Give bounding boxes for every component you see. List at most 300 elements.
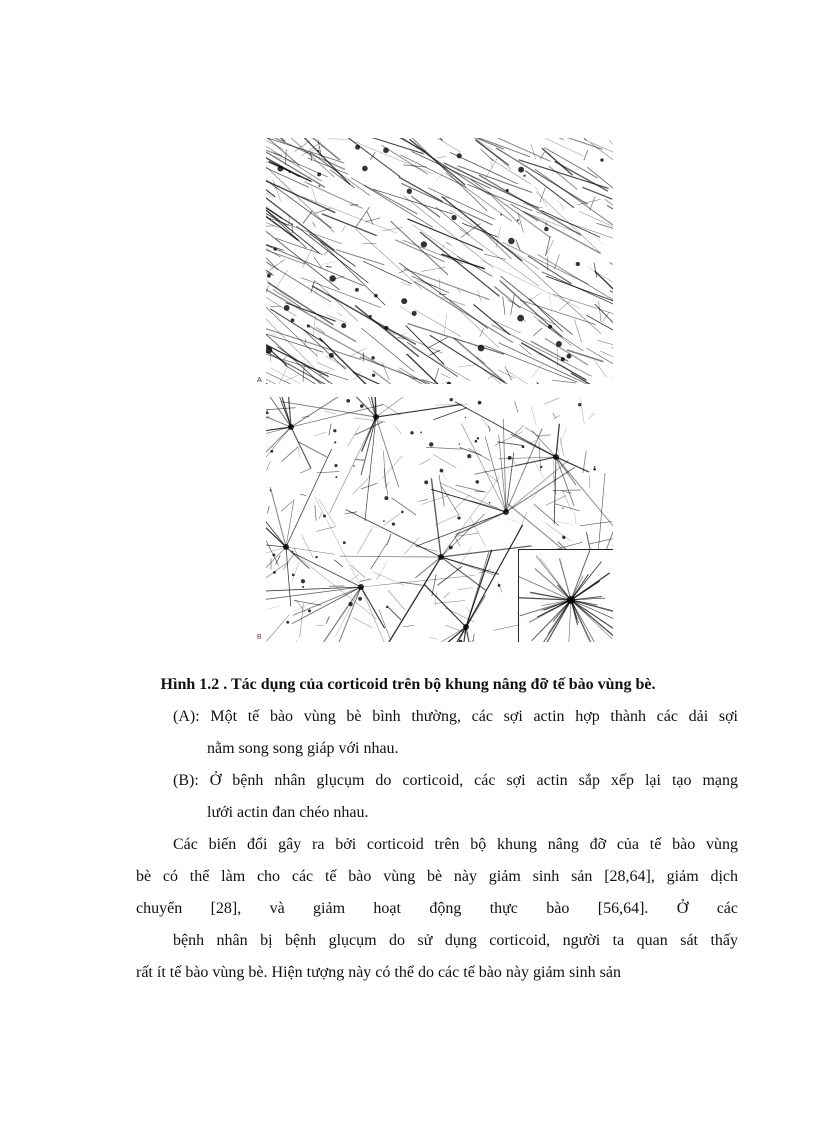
fiber-fragment	[303, 211, 312, 224]
fiber-fragment	[515, 243, 523, 253]
panel-a-label: A	[257, 377, 262, 384]
fiber-fragment	[515, 425, 524, 433]
fiber-fragment	[511, 294, 515, 315]
dark-granule	[424, 480, 428, 484]
dark-granule	[457, 516, 460, 519]
network-fiber	[361, 587, 404, 642]
fiber-fragment	[434, 368, 438, 382]
dark-granule	[317, 150, 319, 152]
actin-fiber	[503, 242, 589, 284]
starburst-fiber	[569, 600, 571, 642]
actin-fiber	[266, 370, 293, 384]
network-fiber	[474, 457, 556, 474]
dark-granule	[540, 466, 542, 468]
actin-fiber	[266, 157, 300, 177]
actin-fiber	[412, 225, 463, 261]
fiber-fragment	[470, 517, 485, 547]
fiber-fragment	[382, 403, 401, 415]
actin-fiber	[407, 219, 483, 251]
fiber-fragment	[575, 512, 576, 524]
dark-granule	[594, 466, 596, 468]
fiber-fragment	[374, 404, 383, 407]
fiber-fragment	[382, 362, 389, 380]
fiber-fragment	[354, 418, 386, 422]
actin-fiber	[492, 320, 520, 333]
network-fiber	[266, 427, 291, 495]
starburst-fiber	[519, 575, 571, 600]
actin-fiber	[582, 187, 612, 199]
actin-fiber	[542, 148, 573, 175]
fiber-fragment	[496, 227, 500, 248]
dark-granule	[478, 401, 482, 405]
fiber-fragment	[555, 521, 572, 524]
actin-fiber	[600, 351, 613, 384]
actin-fiber	[494, 286, 520, 308]
fiber-fragment	[439, 294, 446, 295]
dark-granule	[506, 189, 509, 192]
network-fiber	[455, 402, 556, 457]
network-fiber	[361, 587, 385, 628]
fiber-fragment	[505, 367, 512, 381]
dark-granule	[518, 167, 524, 173]
fiber-fragment	[555, 504, 580, 511]
actin-fiber	[453, 138, 503, 149]
fiber-fragment	[597, 340, 613, 345]
actin-fiber	[595, 304, 613, 374]
fiber-fragment	[328, 139, 348, 140]
fiber-fragment	[534, 504, 559, 525]
fiber-fragment	[426, 447, 462, 449]
dark-granule	[277, 166, 283, 172]
dark-granule	[600, 158, 603, 161]
fiber-fragment	[365, 218, 380, 222]
network-fiber	[376, 397, 467, 417]
dark-granule	[273, 571, 276, 574]
dark-granule	[372, 374, 375, 377]
fiber-fragment	[590, 196, 596, 210]
fiber-fragment	[435, 592, 436, 605]
network-fiber	[466, 552, 489, 627]
dark-granule	[576, 262, 580, 266]
dark-granule	[459, 443, 460, 444]
fiber-fragment	[535, 187, 547, 207]
dark-granule	[467, 454, 471, 458]
dark-granule	[407, 189, 412, 194]
dark-granule	[355, 145, 360, 150]
fiber-fragment	[439, 475, 444, 506]
dark-granule	[308, 609, 311, 612]
starburst-fiber	[540, 558, 571, 600]
network-fiber	[266, 587, 361, 592]
fiber-fragment	[498, 582, 502, 592]
fiber-fragment	[580, 521, 612, 525]
fiber-fragment	[503, 297, 505, 315]
fiber-fragment	[356, 460, 365, 461]
dark-granule	[346, 399, 350, 403]
dark-granule	[561, 357, 565, 361]
network-fiber	[365, 417, 376, 521]
actin-fiber	[436, 207, 470, 235]
fiber-fragment	[403, 625, 414, 626]
actin-fiber	[363, 261, 412, 284]
fiber-fragment	[266, 408, 296, 410]
fiber-fragment	[433, 454, 456, 467]
fiber-fragment	[314, 432, 326, 436]
fiber-fragment	[278, 364, 289, 384]
fiber-fragment	[553, 413, 556, 418]
actin-fiber	[422, 379, 534, 384]
fiber-fragment	[437, 566, 462, 585]
network-fiber	[441, 557, 499, 574]
actin-fiber	[459, 229, 539, 287]
dark-granule	[266, 411, 269, 414]
network-fiber	[379, 557, 441, 642]
fiber-fragment	[370, 152, 375, 159]
fiber-fragment	[557, 200, 564, 208]
network-fiber	[456, 512, 506, 535]
fiber-fragment	[394, 425, 401, 434]
dark-granule	[384, 326, 388, 330]
network-fiber	[291, 397, 343, 427]
dark-granule	[429, 442, 433, 446]
actin-fiber	[534, 138, 564, 140]
dark-granule	[478, 345, 485, 352]
actin-fiber	[296, 226, 368, 283]
network-fiber	[266, 397, 291, 427]
panel-b-label: B	[257, 634, 262, 641]
dark-granule	[566, 354, 571, 359]
fiber-fragment	[494, 624, 521, 630]
dark-granule	[289, 170, 292, 173]
fiber-fragment	[305, 146, 324, 154]
network-fiber	[506, 460, 569, 512]
fiber-fragment	[429, 337, 448, 347]
network-fiber	[466, 627, 485, 642]
starburst-fiber	[571, 600, 595, 642]
legend-b-line-2: lưới actin đan chéo nhau.	[207, 804, 369, 821]
actin-fiber	[316, 138, 400, 177]
fiber-fragment	[546, 236, 551, 256]
fiber-fragment	[444, 314, 447, 336]
fiber-fragment	[276, 270, 287, 288]
body-line-1: Các biến đổi gây ra bởi corticoid trên bộ khung nâng đỡ của tế bào vùng	[173, 836, 738, 853]
fiber-fragment	[465, 606, 470, 613]
fiber-fragment	[399, 270, 407, 273]
dark-granule	[335, 476, 337, 478]
fiber-fragment	[580, 399, 584, 425]
dark-granule	[272, 554, 275, 557]
network-fiber	[511, 434, 556, 457]
fiber-fragment	[516, 512, 527, 538]
fiber-fragment	[281, 447, 298, 462]
fiber-fragment	[446, 242, 451, 245]
fiber-fragment	[363, 352, 364, 361]
micrograph-panel-a	[266, 138, 613, 384]
dark-granule	[319, 185, 321, 187]
fiber-fragment	[356, 207, 370, 227]
network-fiber	[266, 547, 286, 557]
fiber-fragment	[342, 225, 345, 232]
fiber-fragment	[418, 499, 427, 501]
dark-granule	[421, 241, 427, 247]
actin-fiber	[498, 138, 602, 149]
dark-granule	[358, 597, 362, 601]
starburst-fiber	[535, 569, 571, 600]
dark-granule	[274, 247, 277, 250]
network-fiber	[286, 547, 291, 607]
fiber-fragment	[319, 499, 336, 526]
fiber-fragment	[300, 494, 306, 495]
dark-granule	[329, 353, 334, 358]
fiber-fragment	[387, 534, 391, 545]
dark-granule	[323, 514, 326, 517]
actin-fiber	[528, 256, 571, 284]
network-fiber	[346, 510, 441, 557]
dark-granule	[593, 468, 596, 471]
actin-fiber	[595, 271, 613, 326]
dark-granule	[284, 305, 290, 311]
actin-fiber	[609, 262, 613, 278]
fiber-fragment	[283, 357, 286, 362]
fiber-fragment	[497, 442, 523, 446]
actin-fiber	[381, 326, 442, 353]
fiber-fragment	[531, 407, 536, 425]
fiber-fragment	[599, 301, 601, 321]
fiber-fragment	[436, 174, 442, 180]
network-fiber	[281, 402, 376, 417]
micrograph-inset	[518, 549, 613, 642]
fiber-fragment	[284, 553, 295, 569]
dark-granule	[353, 465, 355, 467]
actin-fiber	[301, 278, 381, 308]
fiber-fragment	[454, 536, 459, 546]
fiber-fragment	[357, 528, 372, 554]
fiber-fragment	[302, 416, 310, 417]
network-fiber	[416, 512, 506, 546]
actin-fiber	[322, 214, 377, 236]
fiber-fragment	[360, 579, 372, 581]
fiber-fragment	[266, 606, 279, 612]
fiber-fragment	[379, 609, 390, 639]
fiber-fragment	[560, 438, 563, 457]
actin-fiber	[579, 211, 613, 232]
fiber-fragment	[324, 411, 337, 415]
fiber-fragment	[348, 575, 359, 583]
network-fiber	[376, 405, 461, 417]
dark-granule	[369, 315, 372, 318]
dark-granule	[401, 511, 404, 514]
fiber-fragment	[317, 472, 340, 473]
actin-fiber	[266, 181, 335, 213]
actin-fiber	[519, 160, 609, 189]
fiber-fragment	[317, 362, 334, 370]
fiber-fragment	[378, 561, 388, 579]
fiber-fragment	[546, 240, 554, 256]
fiber-fragment	[300, 603, 304, 637]
fiber-fragment	[481, 149, 494, 161]
dark-granule	[317, 172, 321, 176]
body-line-4: bệnh nhân bị bệnh glụcụm do sử dụng corticoid, người ta quan sát thấy	[173, 932, 738, 949]
fiber-fragment	[266, 615, 289, 642]
fiber-fragment	[552, 380, 576, 383]
dark-granule	[401, 298, 407, 304]
fiber-fragment	[266, 433, 270, 444]
fiber-fragment	[367, 211, 373, 224]
dark-granule	[307, 324, 310, 327]
dark-granule	[450, 398, 453, 401]
fiber-fragment	[291, 640, 297, 642]
dark-granule	[556, 341, 562, 347]
actin-fiber	[407, 354, 466, 384]
dark-granule	[360, 404, 364, 408]
actin-fiber	[411, 347, 470, 381]
dark-granule	[449, 546, 453, 550]
legend-b-line-1: (B): Ở bệnh nhân glụcụm do corticoid, các sợi actin sắp xếp lại tạo mạng	[173, 772, 738, 789]
fiber-fragment	[562, 491, 571, 493]
actin-fiber	[315, 281, 358, 321]
fiber-fragment	[546, 222, 547, 227]
dark-granule	[333, 429, 336, 432]
fiber-fragment	[285, 149, 286, 165]
fiber-fragment	[319, 512, 322, 519]
dark-granule	[544, 227, 548, 231]
fiber-fragment	[292, 561, 300, 582]
actin-fiber	[500, 276, 572, 335]
fiber-fragment	[344, 515, 355, 518]
body-line-2: bè có thể làm cho các tế bào vùng bè này giảm sinh sản [28,64], giảm dịch	[136, 868, 738, 885]
fiber-fragment	[435, 514, 460, 525]
dark-granule	[451, 215, 456, 220]
legend-a-line-2: nằm song song giáp với nhau.	[207, 740, 399, 757]
actin-fiber	[349, 139, 434, 174]
dark-granule	[517, 315, 524, 322]
network-fiber	[466, 525, 523, 627]
fiber-fragment	[455, 485, 484, 492]
dark-granule	[447, 382, 451, 384]
dark-granule	[412, 311, 417, 316]
dark-granule	[498, 584, 501, 587]
actin-fiber	[361, 328, 414, 372]
fiber-fragment	[281, 501, 292, 511]
starburst-fiber	[571, 562, 601, 600]
network-fiber	[424, 584, 466, 627]
fiber-fragment	[329, 424, 331, 435]
fiber-fragment	[266, 541, 278, 566]
network-fiber	[415, 557, 441, 578]
fiber-fragment	[300, 469, 311, 473]
actin-fiber	[588, 267, 613, 294]
dark-granule	[517, 219, 519, 221]
fiber-fragment	[441, 373, 451, 378]
dark-granule	[301, 579, 305, 583]
fiber-fragment	[266, 563, 287, 582]
fiber-fragment	[531, 363, 544, 378]
dark-granule	[374, 294, 378, 298]
fiber-fragment	[433, 408, 467, 420]
body-line-5: rất ít tế bào vùng bè. Hiện tượng này có thể do các tế bào này giảm sinh sản	[136, 964, 621, 981]
fiber-fragment	[284, 375, 299, 382]
dark-granule	[475, 480, 479, 484]
dark-granule	[362, 166, 368, 172]
dark-granule	[500, 214, 502, 216]
network-fiber	[266, 490, 286, 547]
fiber-fragment	[401, 332, 406, 336]
dark-granule	[302, 586, 304, 588]
fiber-fragment	[361, 483, 377, 489]
dark-granule	[383, 520, 385, 522]
fiber-fragment	[326, 266, 332, 267]
starburst-fiber	[548, 600, 571, 634]
body-line-3: chuyển [28], và giảm hoạt động thực bào [56,64]. Ở các	[136, 900, 738, 917]
network-fiber	[506, 467, 575, 512]
fiber-fragment	[301, 535, 313, 558]
fiber-fragment	[267, 506, 269, 513]
dark-granule	[522, 445, 525, 448]
fiber-fragment	[525, 427, 539, 436]
dark-granule	[562, 508, 563, 509]
fiber-fragment	[436, 156, 445, 158]
fiber-fragment	[420, 459, 431, 465]
dark-granule	[334, 441, 336, 443]
fiber-fragment	[470, 501, 498, 509]
fiber-fragment	[314, 209, 330, 214]
network-fiber	[291, 427, 311, 468]
fiber-fragment	[435, 404, 467, 405]
fiber-fragment	[442, 244, 444, 249]
dark-granule	[523, 175, 525, 177]
actin-fiber	[584, 139, 613, 166]
dark-granule	[355, 288, 359, 292]
dark-granule	[457, 153, 462, 158]
fiber-fragment	[326, 616, 329, 623]
network-fiber	[286, 547, 376, 619]
dark-granule	[315, 556, 317, 558]
dark-granule	[489, 502, 491, 504]
dark-granule	[334, 464, 337, 467]
dark-granule	[286, 621, 289, 624]
actin-fiber	[266, 225, 340, 290]
fiber-fragment	[338, 312, 342, 316]
starburst-center	[567, 596, 575, 604]
actin-fiber	[320, 338, 396, 384]
actin-fiber	[391, 138, 489, 195]
actin-fiber	[536, 192, 601, 254]
dark-granule	[475, 440, 478, 443]
fiber-fragment	[553, 490, 581, 491]
fiber-fragment	[594, 360, 606, 377]
actin-fiber	[266, 241, 364, 286]
fiber-fragment	[484, 254, 506, 259]
fiber-fragment	[266, 226, 274, 227]
actin-fiber	[541, 210, 600, 237]
dark-granule	[292, 574, 295, 577]
fiber-fragment	[506, 519, 518, 523]
dark-granule	[392, 522, 395, 525]
fiber-fragment	[544, 398, 559, 404]
fiber-fragment	[266, 461, 270, 491]
dark-granule	[508, 456, 512, 460]
fiber-fragment	[588, 413, 594, 419]
dark-granule	[562, 536, 565, 539]
network-fiber	[266, 547, 286, 631]
actin-fiber	[607, 205, 613, 241]
dark-granule	[410, 431, 413, 434]
dark-granule	[383, 147, 389, 153]
actin-fiber	[587, 167, 613, 239]
actin-fiber	[266, 200, 299, 241]
legend-a-line-1: (A): Một tế bào vùng bè bình thường, các sợi actin hợp thành các dải sợi	[173, 708, 738, 725]
dark-granule	[578, 403, 581, 406]
